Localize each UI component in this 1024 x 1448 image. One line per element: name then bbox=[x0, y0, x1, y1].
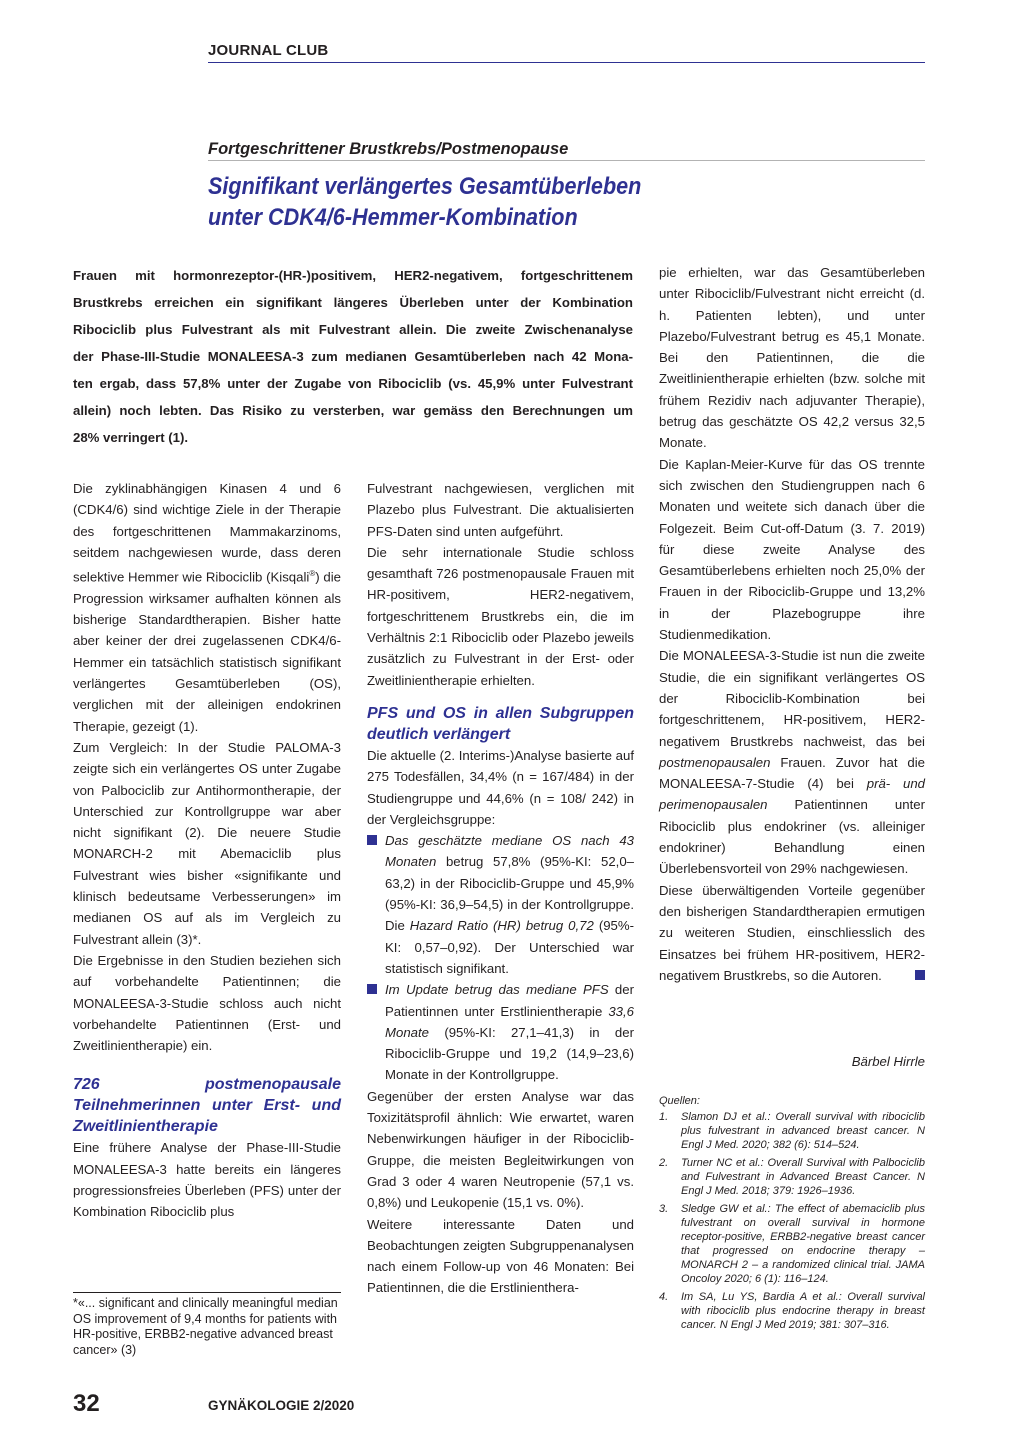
end-square-icon bbox=[915, 970, 925, 980]
body-paragraph: Fulvestrant nachgewiesen, verglichen mit Plazebo plus Fulvestrant. Die aktualisierten PFS-Daten sind unten aufgeführt. bbox=[367, 481, 634, 539]
references bbox=[659, 1094, 925, 1336]
body-paragraph: Die zyklinabhängigen Kinasen 4 und 6 (CDK4/6) sind wichtige Ziele in der Therapie des fortgeschrittenen Mammakarzinoms, seitdem nachgewiesen wurde, dass deren selektive Hemmer wie Ribociclib (Kisqali®) die Progression wirksamer aufhalten können als bisherige Standardtherapien. Bisher hatte aber keiner der drei zugelassenen CDK4/6-Hemmer ein tatsächlich statistisch signifikant verlängertes Gesamtüberleben (OS), verglichen mit der alleinigen endokrinen Therapie, gezeigt (1). bbox=[73, 481, 341, 734]
lead-line: Brustkrebs erreichen ein signifikant längeres Überleben unter der Kombination bbox=[73, 295, 633, 310]
body-paragraph: Die Kaplan-Meier-Kurve für das OS trennte sich zwischen den Studiengruppen nach 6 Monaten und weitete sich danach über die Folgezeit. Beim Cut-off-Datum (3. 7. 2019) für diese zweite Analyse des Gesamtüberlebens erhielten noch 25,0% der Frauen in der Ribociclib-Gruppe und 13,2% in der Plazebogruppe ihre Studienmedikation. bbox=[659, 456, 925, 643]
lead-line: ten ergab, dass 57,8% unter der Zugabe von Ribociclib (vs. 45,9% unter Fulvestrant bbox=[73, 376, 633, 391]
lead-line: 28% verringert (1). bbox=[73, 430, 189, 445]
subheading: 726 postmenopausale Teilnehmerinnen unter Erst- und Zweitlinientherapie bbox=[73, 1076, 341, 1136]
column-1 bbox=[73, 478, 341, 1223]
header-rule bbox=[208, 62, 925, 63]
references-title: Quellen: bbox=[659, 1095, 700, 1107]
bullet-square-icon bbox=[367, 984, 377, 994]
body-paragraph: Die MONALEESA-3-Studie ist nun die zweite Studie, die ein signifikant verlängertes OS der Ribociclib-Kombination bei fortgeschrittenem, HR-positivem, HER2-negativem Brustkrebs nachweist, das bei postmenopausalen Frauen. Zuvor hat die MONALEESA-7-Studie (4) bei prä- und perimenopausalen Patientinnen unter Ribociclib plus endokriner (vs. alleiniger endokriner) Behandlung einen Überlebensvorteil von 29% nachgewiesen. bbox=[659, 648, 925, 877]
footnote-rule bbox=[73, 1292, 341, 1293]
lead-line: allein) noch lebten. Das Risiko zu versterben, war gemäss den Berechnungen um bbox=[73, 403, 633, 418]
body-paragraph: Gegenüber der ersten Analyse war das Toxizitätsprofil ähnlich: Wie erwartet, waren Nebenwirkungen häufiger in der Ribociclib-Gruppe, die meisten Begleitwirkungen von Grad 3 oder 4 waren Neutropenie (57,1 vs. 0,8%) und Leukopenie (15,1 vs. 0%). bbox=[367, 1088, 634, 1211]
bullet-square-icon bbox=[367, 835, 377, 845]
section-label: JOURNAL CLUB bbox=[208, 42, 329, 59]
article-title-line-2: unter CDK4/6-Hemmer-Kombination bbox=[208, 204, 578, 231]
author-name: Bärbel Hirrle bbox=[851, 1054, 925, 1069]
body-paragraph: pie erhielten, war das Gesamtüberleben unter Ribociclib/Fulvestrant nicht erreicht (d. h. Patienten lebten), und unter Plazebo/Fulvestrant betrug es 45,1 Monate. Bei den Patientinnen, die die Zweitlinientherapie erhielten (bzw. solche mit frühem Rezidiv nach adjuvanter Therapie), betrug das geschätzte OS 42,2 versus 32,5 Monate. bbox=[659, 265, 925, 451]
page-number: 32 bbox=[73, 1390, 100, 1417]
bullet-item: Im Update betrug das mediane PFS der Patientinnen unter Erstlinientherapie 33,6 Monate (95%-KI: 27,1–41,3) in der Ribociclib-Gruppe und 19,2 (14,9–23,6) Monate in der Kontrollgruppe. bbox=[367, 979, 634, 1085]
article-kicker: Fortgeschrittener Brustkrebs/Postmenopause bbox=[208, 140, 569, 158]
reference-item: 3. Sledge GW et al.: The effect of abemaciclib plus fulvestrant on overall survival in hormone receptor-positive, ERBB2-negative breast cancer that progressed on endocrine therapy – MONARCH 2 – a randomized clinical trial. JAMA Oncoloy 2020; 6 (1): 116–124. bbox=[659, 1203, 925, 1285]
body-paragraph: Die Ergebnisse in den Studien beziehen sich auf vorbehandelte Patientinnen; die MONALEESA-3-Studie schloss auch nicht vorbehandelte Patientinnen (Erst- und Zweitlinientherapie) ein. bbox=[73, 952, 341, 1054]
lead-line: der Phase-III-Studie MONALEESA-3 zum medianen Gesamtüberleben nach 42 Mona- bbox=[73, 349, 633, 364]
reference-item: 4. Im SA, Lu YS, Bardia A et al.: Overall survival with ribociclib plus endocrine therapy in breast cancer. N Engl J Med 2019; 381: 307–316. bbox=[659, 1291, 925, 1331]
lead-line: Frauen mit hormonrezeptor-(HR-)positivem, HER2-negativem, fortgeschrittenem bbox=[73, 268, 633, 283]
lead-line: Ribociclib plus Fulvestrant als mit Fulvestrant allein. Die zweite Zwischenanalyse bbox=[73, 322, 633, 337]
footnote: *«... significant and clinically meaningful median OS improvement of 9,4 months for patients with HR-positive, ERBB2-negative advanced breast cancer» (3) bbox=[73, 1296, 338, 1357]
reference-item: 2. Turner NC et al.: Overall Survival with Palbociclib and Fulvestrant in Advanced Breast Cancer. N Engl J Med. 2018; 379: 1926–1936. bbox=[659, 1157, 925, 1197]
column-2 bbox=[367, 478, 634, 1299]
body-paragraph: Diese überwältigenden Vorteile gegenüber den bisherigen Standardtherapien ermutigen zu weiteren Studien, einschliesslich des Einsatzes bei frühem HR-positivem, HER2-negativem Brustkrebs, so die Autoren. bbox=[659, 882, 925, 983]
column-3 bbox=[659, 262, 925, 986]
body-paragraph: Weitere interessante Daten und Beobachtungen zeigten Subgruppenanalysen nach einem Follow-up von 46 Monaten: Bei Patientinnen, die die Erstlinienthera- bbox=[367, 1216, 634, 1296]
body-paragraph: Die sehr internationale Studie schloss gesamthaft 726 postmenopausale Frauen mit HR-positivem, HER2-negativem, fortgeschrittenem Brustkrebs ein, die im Verhältnis 2:1 Ribociclib oder Plazebo jeweils zusätzlich zu Fulvestrant in der Erst- oder Zweitlinientherapie erhielten. bbox=[367, 544, 634, 688]
body-paragraph: Eine frühere Analyse der Phase-III-Studie MONALEESA-3 hatte bereits ein längeres progressionsfreies Überleben (PFS) unter der Kombination Ribociclib plus bbox=[73, 1140, 341, 1220]
body-paragraph: Die aktuelle (2. Interims-)Analyse basierte auf 275 Todesfällen, 34,4% (n = 167/484) in der Studiengruppe und 44,6% (n = 108/ 242) in der Vergleichsgruppe: bbox=[367, 747, 634, 827]
journal-name: GYNÄKOLOGIE 2/2020 bbox=[208, 1398, 355, 1413]
reference-item: 1. Slamon DJ et al.: Overall survival with ribociclib plus fulvestrant in advanced breast cancer. N Engl J Med. 2020; 382 (6): 514–524. bbox=[659, 1111, 925, 1151]
lead-paragraph bbox=[73, 262, 633, 451]
bullet-item: Das geschätzte mediane OS nach 43 Monaten betrug 57,8% (95%-KI: 52,0–63,2) in der Ribociclib-Gruppe und 45,9% (95%-KI: 36,9–54,5) in der Kontrollgruppe. Die Hazard Ratio (HR) betrug 0,72 (95%-KI: 0,57–0,92). Der Unterschied war statistisch signifikant. bbox=[367, 830, 634, 979]
article-title-line-1: Signifikant verlängertes Gesamtüberleben bbox=[208, 173, 642, 200]
kicker-rule bbox=[208, 160, 925, 161]
body-paragraph: Zum Vergleich: In der Studie PALOMA-3 zeigte sich ein verlängertes OS unter Zugabe von Palbociclib zur Antihormontherapie, der Unterschied zur Kontrollgruppe war aber nicht signifikant (2). Die neuere Studie MONARCH-2 mit Abemaciclib plus Fulvestrant wies bisher «signifikante und klinisch bedeutsame Verbesserungen» im medianen OS auf als im Vergleich zu Fulvestrant allein (3)*. bbox=[73, 739, 341, 947]
subheading: PFS und OS in allen Subgruppen deutlich verlängert bbox=[367, 704, 634, 743]
